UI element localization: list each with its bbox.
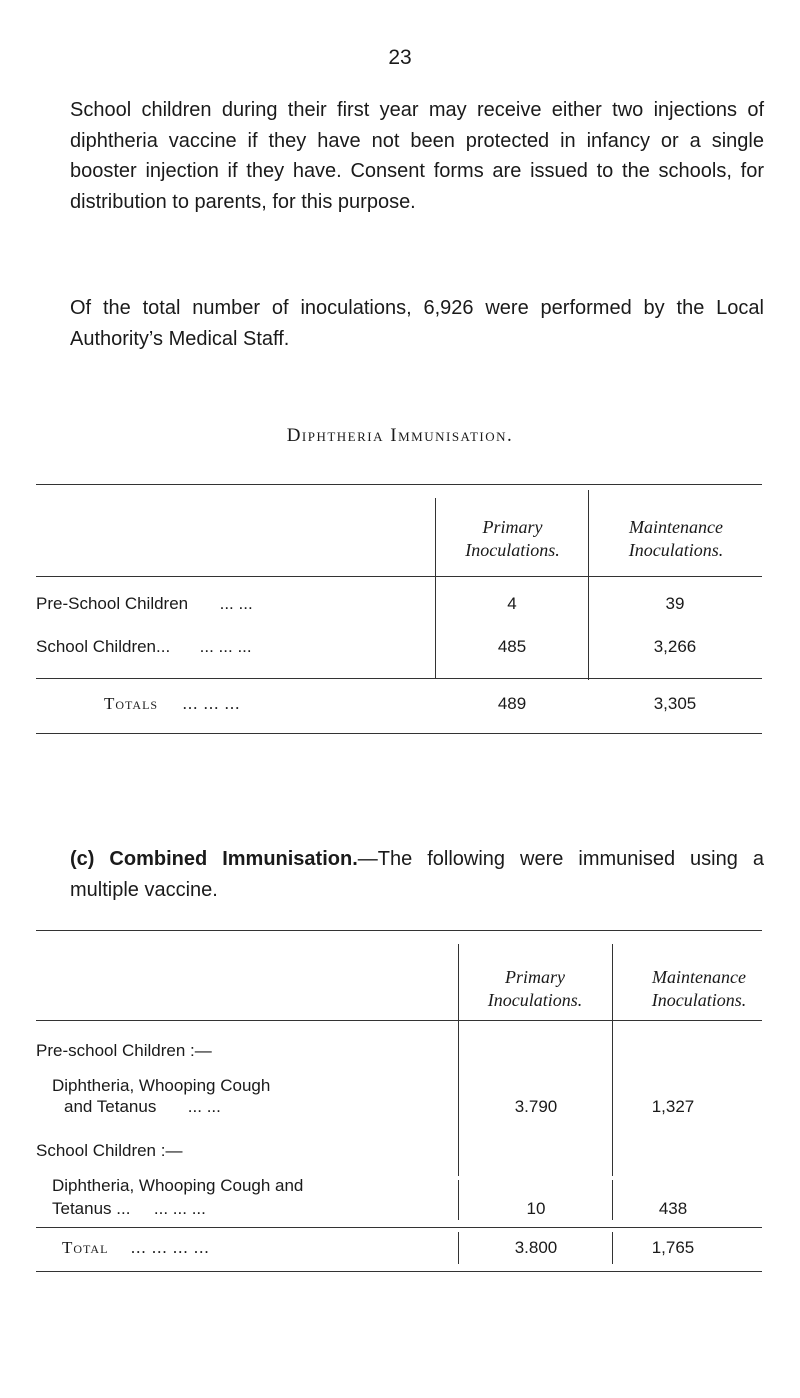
table2-total-maintenance: 1,765 bbox=[651, 1238, 695, 1257]
section-c-paragraph bbox=[70, 844, 764, 905]
leader-dots: ... ... ... bbox=[199, 637, 252, 656]
table2-divider-2c bbox=[612, 1232, 613, 1264]
table2-group2-line1: Diphtheria, Whooping Cough and bbox=[52, 1176, 304, 1195]
total-label-text: Totals bbox=[104, 694, 159, 713]
page-number: 23 bbox=[388, 46, 412, 69]
table1-divider-2 bbox=[588, 490, 589, 680]
table1-maintenance-header: Maintenance Inoculations. bbox=[628, 517, 724, 560]
table1-header-rule bbox=[36, 576, 762, 577]
table2-school-primary: 10 bbox=[526, 1199, 546, 1218]
table2-maintenance-header: Maintenance Inoculations. bbox=[651, 967, 747, 1010]
table2-group1-line2-wrap bbox=[64, 1097, 221, 1117]
table1-bottom-rule bbox=[36, 733, 762, 734]
leader-dots: ... ... bbox=[187, 1097, 221, 1116]
table2-divider-1c bbox=[458, 1232, 459, 1264]
section-c-text: —The following were immunised using a multiple vaccine. bbox=[70, 848, 764, 901]
table2-primary-header: Primary Inoculations. bbox=[487, 967, 583, 1010]
row-label-text: Pre-School Children bbox=[36, 594, 189, 613]
table2-divider-1b bbox=[458, 1180, 459, 1220]
table2-divider-2 bbox=[612, 944, 613, 1176]
table2-preschool-maintenance: 1,327 bbox=[651, 1097, 695, 1116]
section-c-heading: (c) Combined Immunisation. bbox=[70, 848, 358, 870]
table1-total-label bbox=[104, 694, 240, 714]
table2-group2-line2-wrap bbox=[52, 1199, 206, 1219]
table1-primary-header: Primary Inoculations. bbox=[465, 517, 560, 560]
table1-title: Diphtheria Immunisation. bbox=[286, 425, 514, 446]
table2-divider-2b bbox=[612, 1180, 613, 1220]
table2-top-rule bbox=[36, 930, 762, 931]
table2-total-label bbox=[62, 1238, 210, 1258]
group1-line2-text: and Tetanus bbox=[64, 1097, 157, 1116]
table2-group2-heading: School Children :— bbox=[36, 1141, 183, 1160]
table2-preschool-primary: 3.790 bbox=[514, 1097, 558, 1116]
table1-school-primary: 485 bbox=[497, 637, 527, 656]
table1-top-rule bbox=[36, 484, 762, 485]
table1-preschool-primary: 4 bbox=[507, 594, 517, 613]
table1-total-maintenance: 3,305 bbox=[653, 694, 697, 713]
table2-group1-heading: Pre-school Children :— bbox=[36, 1041, 212, 1060]
table2-total-rule bbox=[36, 1227, 762, 1228]
table1-school-maintenance: 3,266 bbox=[653, 637, 697, 656]
table2-header-rule bbox=[36, 1020, 762, 1021]
table1-row-label: School Children... ... ... ... bbox=[36, 637, 252, 656]
paragraph-total-inoculations: Of the total number of inoculations, 6,926 were performed by the Local Authority’s Medical Staff. bbox=[70, 297, 764, 350]
group2-line2-text: Tetanus ... bbox=[52, 1199, 131, 1218]
table1-total-rule bbox=[36, 678, 762, 679]
table1-row-label bbox=[36, 594, 253, 614]
row-label-text: School Children bbox=[36, 637, 157, 656]
total-label-text: Total bbox=[62, 1238, 109, 1257]
table1-divider-1 bbox=[435, 498, 436, 678]
leader-dots: ... ... ... bbox=[153, 1199, 206, 1218]
table2-group1-line1: Diphtheria, Whooping Cough bbox=[52, 1076, 271, 1095]
table1-preschool-maintenance: 39 bbox=[665, 594, 685, 613]
paragraph-booster-injections: School children during their first year may receive either two injections of diphtheria vaccine if they have not been protected in infancy or a single booster injection if they have. Consent forms are issued to the schools, for distribution to parents, for this purpose. bbox=[70, 99, 764, 213]
table2-divider-1 bbox=[458, 944, 459, 1176]
leader-dots: ... ... ... bbox=[182, 694, 241, 713]
table2-school-maintenance: 438 bbox=[658, 1199, 688, 1218]
table2-bottom-rule bbox=[36, 1271, 762, 1272]
table2-total-primary: 3.800 bbox=[514, 1238, 558, 1257]
leader-dots: ... ... ... ... bbox=[130, 1238, 210, 1257]
table1-total-primary: 489 bbox=[497, 694, 527, 713]
leader-dots: ... ... bbox=[219, 594, 253, 613]
